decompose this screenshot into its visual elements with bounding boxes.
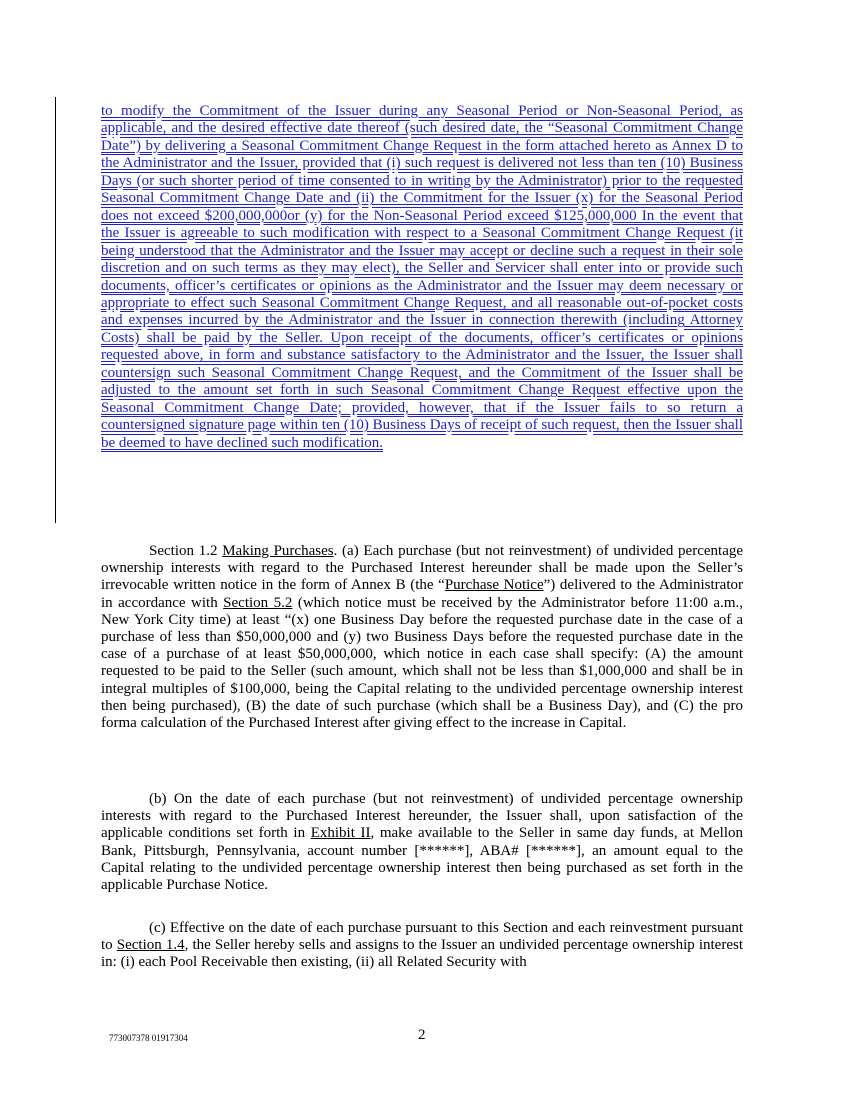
section-text-b: ”) delivered to the Administrator in accordance with [101,577,743,611]
para-b-text-b: , make available to the Seller in same day funds, at Mellon Bank, Pittsburgh, Pennsylvania, account number [******], ABA# [******], an amount equal to the Capital relating to the undivided percentage ownership interest then being purchased as set forth in the applicable Purchase Notice. [101,825,743,894]
para-c-text-b: , the Seller hereby sells and assigns to the Issuer an undivided percentage ownership interest in: (i) each Pool Receivable then existing, (ii) all Related Security with [101,937,744,971]
paragraph-c [101,920,743,972]
section-text-c: (which notice must be received by the Administrator before 11:00 a.m., New York City time) at least “(x) one Business Day before the requested purchase date in the case of a purchase of less than $50,000,000 and (y) two Business Days before the requested purchase date in the case of a purchase of at least $50,000,000, which notice in each case shall specify: (A) the amount requested to be paid to the Seller (such amount, which shall not be less than $1,000,000 and shall be in integral multiples of $100,000, being the Capital relating to the undivided percentage ownership interest then being purchased), (B) the date of such purchase (which shall be a Business Day), and (C) the pro forma calculation of the Purchased Interest after giving effect to the increase in Capital. [101,594,743,732]
footer-document-id: 773007378 01917304 [109,1033,188,1043]
exhibit-ref-ii: Exhibit II [310,825,371,842]
para-b-text-a: (b) On the date of each purchase (but not reinvestment) of undivided percentage ownership interests with regard to the Purchased Interest hereunder, the Issuer shall, upon satisfaction of the applicable conditions set forth in [101,791,743,842]
defined-term-purchase-notice: Purchase Notice [444,577,544,594]
para-c-text-a: (c) Effective on the date of each purchase pursuant to this Section and each reinvestment pursuant to [101,920,743,954]
section-ref-5-2: Section 5.2 [223,594,293,611]
section-ref-1-4: Section 1.4 [116,937,185,954]
revision-change-bar [55,97,56,523]
inserted-revision-text: to modify the Commitment of the Issuer during any Seasonal Period or Non-Seasonal Period, as applicable, and the desired effective date thereof (such desired date, the “Seasonal Commitment Change Date”) by delivering a Seasonal Commitment Change Request in the form attached hereto as Annex D to the Administrator and the Issuer, provided that (i) such request is delivered not less than ten (10) Business Days (or such shorter period of time consented to in writing by the Administrator) prior to the requested Seasonal Commitment Change Date and (ii) the Commitment for the Issuer (x) for the Seasonal Period does not exceed $200,000,000or (y) for the Non-Seasonal Period exceed $125,000,000 In the event that the Issuer is agreeable to such modification with respect to a Seasonal Commitment Change Request (it being understood that the Administrator and the Issuer may accept or decline such a request in their sole discretion and on such terms as they may elect), the Seller and Servicer shall enter into or provide such documents, officer’s certificates or opinions as the Administrator and the Issuer may deem necessary or appropriate to effect such Seasonal Commitment Change Request, and all reasonable out-of-pocket costs and expenses incurred by the Administrator and the Issuer in connection therewith (including Attorney Costs) shall be paid by the Seller. Upon receipt of the documents, officer’s certificates or opinions requested above, in form and substance satisfactory to the Administrator and the Issuer, the Issuer shall countersign such Seasonal Commitment Change Request, and the Commitment of the Issuer shall be adjusted to the amount set forth in such Seasonal Commitment Change Request effective upon the Seasonal Commitment Change Date; provided, however, that if the Issuer fails to so return a countersigned signature page within ten (10) Business Days of receipt of such request, then the Issuer shall be deemed to have declined such modification. [101,103,743,451]
section-lead: Section 1.2 [149,543,223,559]
section-1-2-paragraph [101,543,743,732]
section-text-a: . (a) Each purchase (but not reinvestment) of undivided percentage ownership interests with regard to the Purchased Interest hereunder shall be made upon the Seller’s irrevocable written notice in the form of Annex B (the “ [101,543,744,594]
page-number: 2 [418,1027,426,1043]
paragraph-b [101,791,743,894]
section-title: Making Purchases [222,543,334,559]
